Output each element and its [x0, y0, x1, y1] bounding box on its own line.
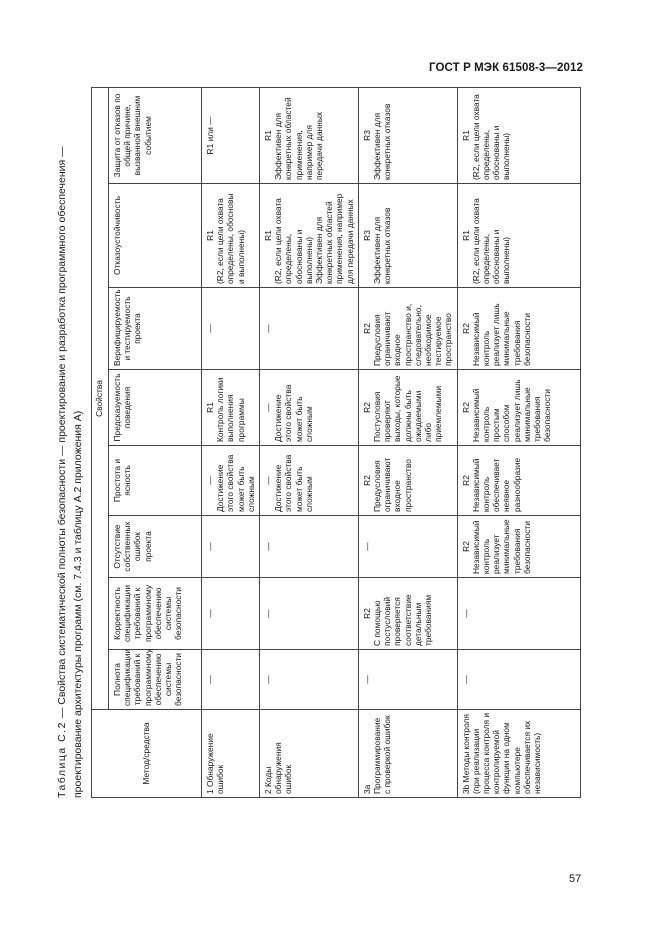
- cell-text: С помощью постусловий проверяется соответствие детальным требованиям: [372, 594, 434, 646]
- table-cell: [202, 446, 260, 516]
- table-cell: [457, 87, 580, 183]
- cell-text: Контроль логики выполнения программы: [215, 377, 246, 442]
- cell-text: —: [361, 542, 372, 551]
- properties-table: [91, 87, 581, 798]
- cell-grade: R3: [361, 130, 372, 141]
- cell-text: —: [263, 324, 274, 333]
- rotated-table-area: [54, 88, 582, 798]
- table-cell: [260, 184, 359, 288]
- method-column-header: Метод/средства: [92, 710, 202, 798]
- rotated-content: [54, 88, 582, 798]
- table-caption: [54, 88, 90, 798]
- cell-text: Достижение этого свойства может быть сложным: [273, 454, 314, 512]
- table-cell: [202, 184, 260, 288]
- column-header: Верифицируемость и тестируемость проекта: [109, 288, 202, 370]
- cell-text: Эффективен для конкретных отказов: [372, 103, 393, 180]
- table-cell: [260, 578, 359, 650]
- cell-grade: R2: [460, 323, 471, 334]
- table-cell: [457, 446, 580, 516]
- table-cell: [358, 288, 457, 370]
- table-cell: [202, 288, 260, 370]
- column-header: Корректность спецификации требований к программному обеспечению системы безопасности: [109, 578, 202, 650]
- table-row: [457, 87, 580, 797]
- table-cell: [260, 370, 359, 446]
- cell-text: Независимый контроль простым способом реализует лишь минимальные требования безопасности: [470, 379, 553, 442]
- table-row: [358, 87, 457, 797]
- cell-text: Предусловия ограничивают входное пространство и, следовательно, необходимое тестируемое пространство: [372, 303, 454, 366]
- cell-grade: R2: [361, 323, 372, 334]
- table-caption-text: — Свойства систематической полноты безопасности — проектирование и разработка программного обеспечения — проектирование архитектуры программ (см. 7.4.3 и таблицу А.2 приложения А): [56, 146, 84, 798]
- cell-grade: R1: [263, 230, 274, 241]
- cell-text: —: [263, 675, 274, 684]
- table-cell: [260, 516, 359, 578]
- cell-text: R1 или —: [205, 116, 215, 155]
- cell-text: Постусловия проверяют выходы, которые должны быть ожидаемыми либо приемлемыми: [372, 375, 444, 442]
- cell-grade: —: [263, 476, 274, 485]
- table-cell: [260, 446, 359, 516]
- cell-text: Независимый контроль реализует лишь минимальные требования безопасности: [470, 303, 532, 366]
- cell-text: —: [460, 675, 471, 684]
- properties-group-header: Свойства: [92, 87, 109, 709]
- cell-text: —: [205, 542, 215, 551]
- cell-text: —: [263, 542, 274, 551]
- cell-grade: R1: [263, 130, 274, 141]
- cell-text: Независимый контроль реализует минимальные требования безопасности: [470, 519, 532, 574]
- table-caption-label: Таблица С.2: [56, 721, 68, 798]
- table-cell: [202, 650, 260, 710]
- column-header: Простота и ясность: [109, 446, 202, 516]
- table-cell: [202, 578, 260, 650]
- cell-text: —: [205, 609, 215, 618]
- cell-text: Предусловия ограничивают входное пространство: [372, 457, 413, 512]
- cell-text: —: [205, 675, 215, 684]
- table-cell: [260, 288, 359, 370]
- column-header: Отсутствие собственных ошибок проекта: [109, 516, 202, 578]
- table-cell: [457, 650, 580, 710]
- method-cell: 3b Методы контроля (при реализации процесса контроля и контролируемой функции на одном компьютере обеспечивается их независимость): [457, 710, 580, 798]
- cell-grade: R2: [460, 541, 471, 552]
- cell-grade: R1: [205, 402, 215, 413]
- cell-text: Эффективен для конкретных отказов: [372, 207, 393, 284]
- table-cell: [457, 288, 580, 370]
- cell-grade: R2: [361, 608, 372, 619]
- cell-text: Достижение этого свойства может быть сложным: [273, 384, 314, 442]
- cell-text: —: [205, 324, 215, 333]
- method-cell: 2 Коды обнаружения ошибок: [260, 710, 359, 798]
- cell-text: (R2, если цели охвата определены, обоснованы и выполнены): [470, 94, 512, 180]
- table-cell: [457, 516, 580, 578]
- cell-grade: R1: [460, 230, 471, 241]
- table-cell: [358, 87, 457, 183]
- table-cell: [358, 370, 457, 446]
- cell-grade: R2: [361, 402, 372, 413]
- column-header: Защита от отказов по общей причине, вызванной внешним событием: [109, 87, 202, 183]
- table-cell: [202, 87, 260, 183]
- cell-text: —: [361, 675, 372, 684]
- cell-grade: —: [263, 403, 274, 412]
- table-cell: [202, 370, 260, 446]
- method-cell: 3а Программирование с проверкой ошибок: [358, 710, 457, 798]
- column-header: Отказоустойчивость: [109, 184, 202, 288]
- table-cell: [457, 184, 580, 288]
- cell-text: (R2, если цели охвата определены, обосновы и выполнены): [215, 193, 246, 284]
- cell-grade: R1: [205, 230, 215, 241]
- table-cell: [358, 446, 457, 516]
- table-cell: [457, 578, 580, 650]
- cell-text: —: [460, 609, 471, 618]
- column-header: Полнота спецификации требований к программному обеспечению системы безопасности: [109, 650, 202, 710]
- table-cell: [260, 650, 359, 710]
- column-header: Предсказуемость поведения: [109, 370, 202, 446]
- table-row: [202, 87, 260, 797]
- table-cell: [358, 650, 457, 710]
- method-cell: 1 Обнаружение ошибок: [202, 710, 260, 798]
- table-cell: [358, 516, 457, 578]
- table-cell: [260, 87, 359, 183]
- cell-text: Независимый контроль обеспечивает неявное разнообразие: [470, 457, 522, 512]
- table-cell: [457, 370, 580, 446]
- cell-text: Эффективен для конкретных областей применения, например для передачи данных: [273, 97, 325, 180]
- cell-text: (R2, если цели охвата определены, обоснованы и выполнены): [470, 198, 512, 284]
- cell-grade: R1: [460, 130, 471, 141]
- cell-text: —: [263, 609, 274, 618]
- cell-grade: R3: [361, 230, 372, 241]
- page-header-standard: ГОСТ Р МЭК 61508-3—2012: [429, 62, 583, 74]
- table-cell: [358, 184, 457, 288]
- table-row: [260, 87, 359, 797]
- cell-grade: —: [205, 476, 215, 485]
- page-number: 57: [569, 873, 582, 885]
- cell-grade: R2: [460, 402, 471, 413]
- cell-grade: R2: [460, 475, 471, 486]
- table-cell: [202, 516, 260, 578]
- cell-grade: R2: [361, 475, 372, 486]
- table-cell: [358, 578, 457, 650]
- cell-text: (R2, если цели охвата определены, обоснованы и выполнены) Эффективен для конкретных областей применения, например для передачи данных: [273, 193, 355, 284]
- cell-text: Достижение этого свойства может быть сложным: [215, 454, 256, 512]
